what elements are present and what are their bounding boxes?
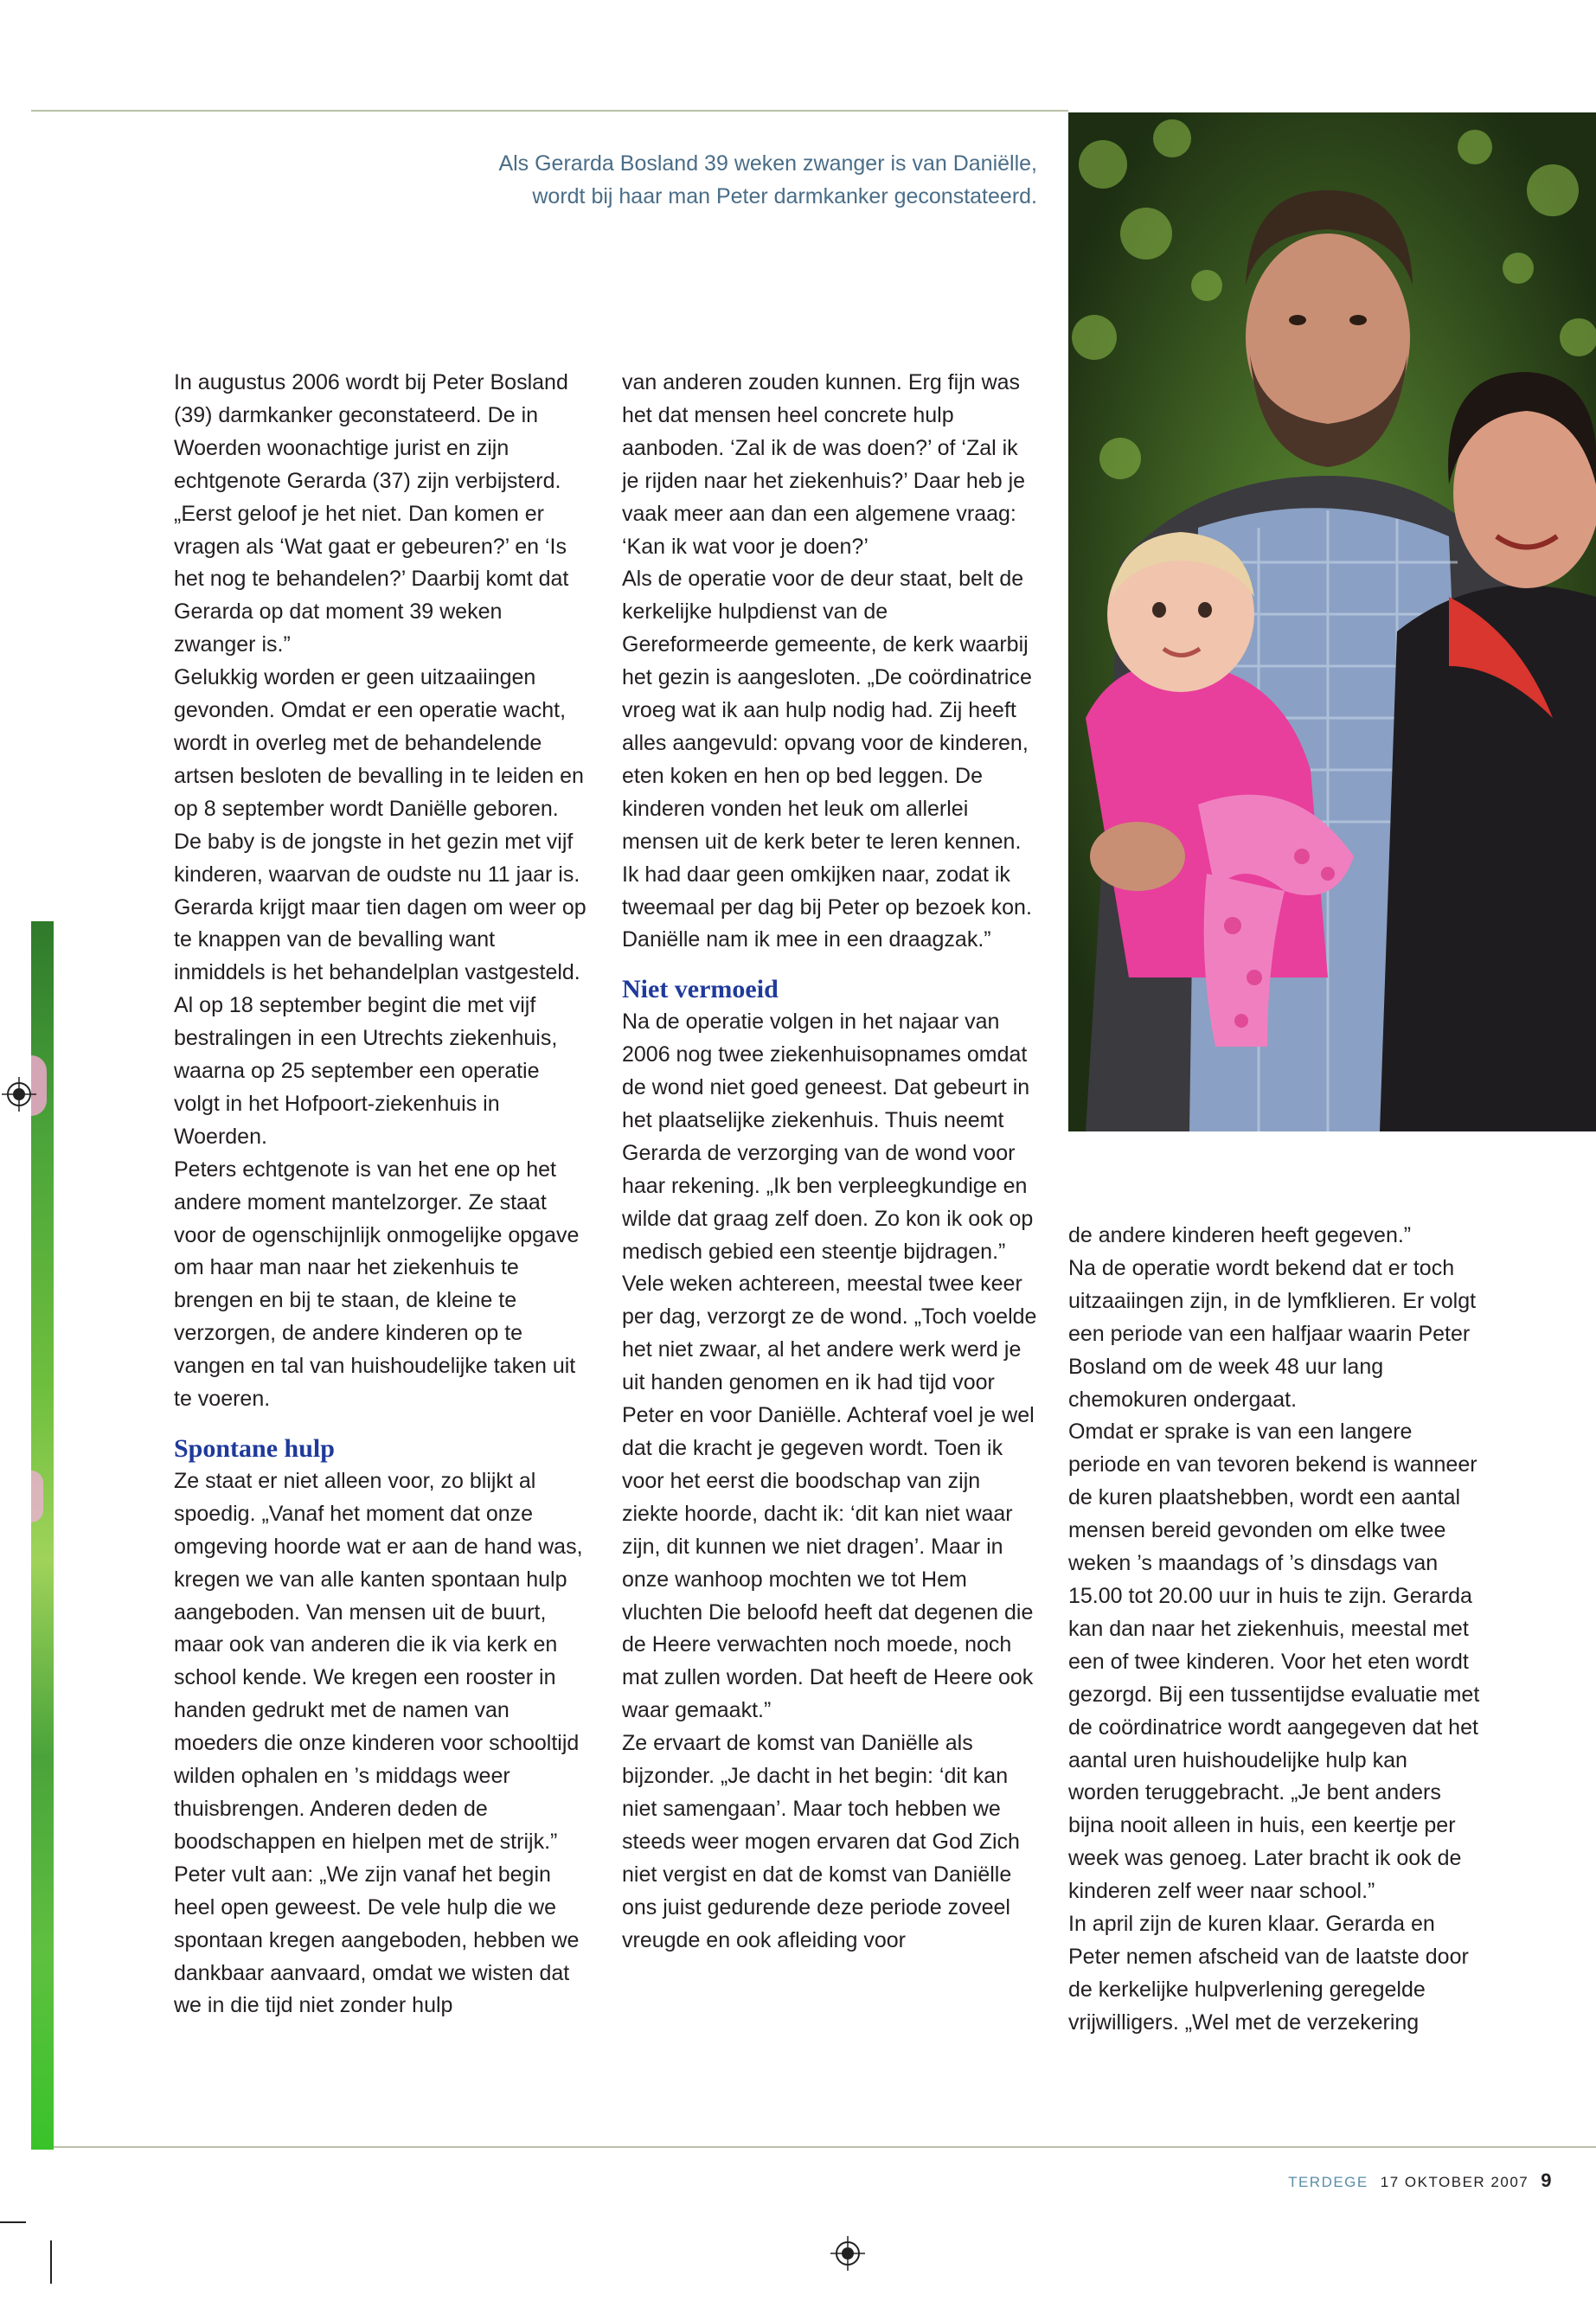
paragraph: Ze ervaart de komst van Daniëlle als bijzonder. „Je dacht in het begin: ‘dit kan niet samengaan’. Maar toch hebben we steeds weer mogen ervaren dat God Zich niet vergist en dat de komst van Daniëlle ons juist gedurende deze periode zoveel vreugde en ook afleiding voor (622, 1731, 1020, 1952)
subheading-niet-vermoeid: Niet vermoeid (622, 975, 779, 1004)
article-column-1 (174, 367, 589, 2022)
registration-mark-icon (2, 1077, 36, 1112)
paragraph: Peters echtgenote is van het ene op het andere moment mantelzorger. Ze staat voor de ogenschijnlijk onmogelijke opgave om haar man naar het ziekenhuis te brengen en bij te staan, de kleine te verzorgen, de andere kinderen op te vangen en tal van huishoudelijke taken uit te voeren. (174, 1157, 580, 1412)
paragraph: de andere kinderen heeft gegeven.” (1068, 1223, 1412, 1247)
family-photo (1068, 112, 1596, 1131)
magazine-name: TERDEGE (1288, 2174, 1368, 2190)
article-column-3 (1068, 1220, 1484, 2040)
family-photo-illustration (1068, 112, 1596, 1131)
intro-line-2: wordt bij haar man Peter darmkanker geconstateerd. (532, 184, 1037, 208)
page-footer (1288, 2170, 1553, 2192)
bottom-rule (31, 2146, 1596, 2148)
paragraph: Ze staat er niet alleen voor, zo blijkt al spoedig. „Vanaf het moment dat onze omgeving hoorde wat er aan de hand was, kregen we van alle kanten spontaan hulp aangeboden. Van mensen uit de buurt, maar ook van anderen die ik via kerk en school kende. We kregen een rooster in handen gedrukt met de namen van moeders die onze kinderen voor schooltijd wilden ophalen en ’s middags weer thuisbrengen. Anderen deden de boodschappen en hielpen met de strijk.” (174, 1468, 583, 1854)
page-number: 9 (1541, 2170, 1553, 2191)
paragraph: Na de operatie wordt bekend dat er toch uitzaaiingen zijn, in de lymfklieren. Er volgt een periode van een halfjaar waarin Peter Bosland om de week 48 uur lang chemokuren ondergaat. (1068, 1255, 1477, 1412)
crop-mark (50, 2240, 52, 2284)
flower-detail (31, 1471, 43, 1522)
issue-date: 17 OKTOBER 2007 (1380, 2174, 1529, 2190)
intro-deck (380, 147, 1037, 213)
subheading-spontane-hulp: Spontane hulp (174, 1434, 335, 1463)
paragraph: In april zijn de kuren klaar. Gerarda en Peter nemen afscheid van de laatste door de kerkelijke hulpverlening geregelde vrijwilligers. „Wel met de verzekering (1068, 1912, 1469, 2035)
paragraph: In augustus 2006 wordt bij Peter Bosland (39) darmkanker geconstateerd. De in Woerden woonachtige jurist en zijn echtgenote Gerarda (37) zijn verbijsterd. „Eerst geloof je het niet. Dan komen er vragen als ‘Wat gaat er gebeuren?’ en ‘Is het nog te behandelen?’ Daarbij komt dat Gerarda op dat moment 39 weken zwanger is.” (174, 370, 569, 657)
crop-mark (0, 2221, 26, 2223)
paragraph: Na de operatie volgen in het najaar van 2006 nog twee ziekenhuisopnames omdat de wond niet goed geneest. Dat gebeurt in het plaatselijke ziekenhuis. Thuis neemt Gerarda de verzorging van de wond voor haar rekening. „Ik ben verpleegkundige en wilde dat graag zelf doen. Zo kon ik ook op medisch gebied een steentje bijdragen.” (622, 1009, 1034, 1264)
paragraph: van anderen zouden kunnen. Erg fijn was het dat mensen heel concrete hulp aanboden. ‘Zal ik de was doen?’ of ‘Zal ik je rijden naar het ziekenhuis?’ Daar heb je vaak meer aan dan een algemene vraag: ‘Kan ik wat voor je doen?’ (622, 370, 1026, 559)
article-column-2 (622, 367, 1037, 1958)
paragraph: Vele weken achtereen, meestal twee keer per dag, verzorgt ze de wond. „Toch voelde het niet zwaar, al het andere werk werd je uit handen genomen en ik had tijd voor Peter en voor Daniëlle. Achteraf voel je wel dat die kracht je gegeven wordt. Toen ik voor het eerst die boodschap van zijn ziekte hoorde, dacht ik: ‘dit kan niet waar zijn, dit kunnen we niet dragen’. Maar in onze wanhoop mochten we tot Hem vluchten Die beloofd heeft dat degenen die de Heere verwachten noch moede, noch mat zullen worden. Dat heeft de Heere ook waar gemaakt.” (622, 1272, 1037, 1723)
intro-line-1: Als Gerarda Bosland 39 weken zwanger is van Daniëlle, (498, 151, 1037, 176)
paragraph: Omdat er sprake is van een langere periode en van tevoren bekend is wanneer de kuren plaatshebben, wordt een aantal mensen bereid gevonden om elke twee weken ’s maandags of ’s dinsdags van 15.00 tot 20.00 uur in huis te zijn. Gerarda kan dan naar het ziekenhuis, meestal met een of twee kinderen. Voor het eten wordt gezorgd. Bij een tussentijdse evaluatie met de coördinatrice wordt aangegeven dat het aantal uren huishoudelijke hulp kan worden teruggebracht. „Je bent anders bijna nooit alleen in huis, een keertje per week was genoeg. Later bracht ik ook de kinderen zelf weer naar school.” (1068, 1420, 1480, 1904)
top-rule (31, 110, 1068, 112)
paragraph: Gelukkig worden er geen uitzaaiingen gevonden. Omdat er een operatie wacht, wordt in overleg met de behandelende artsen besloten de bevalling in te leiden en op 8 september wordt Daniëlle geboren. De baby is de jongste in het gezin met vijf kinderen, waarvan de oudste nu 11 jaar is. Gerarda krijgt maar tien dagen om weer op te knappen van de bevalling want inmiddels is het behandelplan vastgesteld. Al op 18 september begint die met vijf bestralingen in een Utrechts ziekenhuis, waarna op 25 september een operatie volgt in het Hofpoort-ziekenhuis in Woerden. (174, 665, 586, 1149)
paragraph: Peter vult aan: „We zijn vanaf het begin heel open geweest. De vele hulp die we spontaan kregen aangeboden, hebben we dankbaar aanvaard, omdat we wisten dat we in die tijd niet zonder hulp (174, 1862, 580, 2018)
registration-mark-icon (830, 2236, 865, 2271)
paragraph: Als de operatie voor de deur staat, belt de kerkelijke hulpdienst van de Gereformeerde gemeente, de kerk waarbij het gezin is aangesloten. „De coördinatrice vroeg wat ik aan hulp nodig had. Zij heeft alles aangevuld: opvang voor de kinderen, eten koken en hen op bed leggen. De kinderen vonden het leuk om allerlei mensen uit de kerk beter te leren kennen. Ik had daar geen omkijken naar, zodat ik tweemaal per dag bij Peter op bezoek kon. Daniëlle nam ik mee in een draagzak.” (622, 567, 1032, 952)
